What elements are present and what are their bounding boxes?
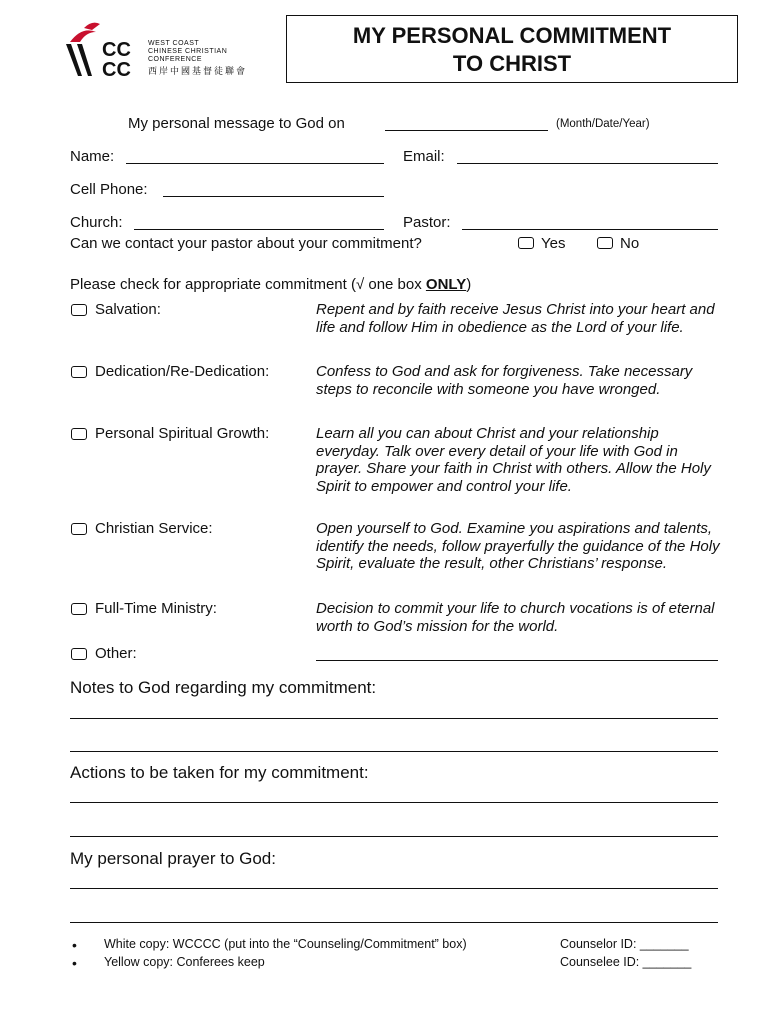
church-field[interactable] (134, 229, 384, 230)
message-label: My personal message to God on (128, 115, 345, 132)
actions-line[interactable] (70, 802, 718, 803)
logo-mark-icon (62, 18, 144, 78)
prayer-line[interactable] (70, 888, 718, 889)
email-label: Email: (403, 148, 445, 165)
yellow-copy-note: Yellow copy: Conferees keep (104, 955, 265, 969)
page-title-line2: TO CHRIST (452, 51, 572, 76)
no-label: No (620, 235, 640, 252)
cell-phone-field[interactable] (163, 196, 384, 197)
email-field[interactable] (457, 163, 718, 164)
logo-org-line: CONFERENCE (148, 56, 203, 63)
full-time-ministry-checkbox[interactable] (71, 603, 87, 615)
pastor-label: Pastor: (403, 214, 451, 231)
commitment-label: Personal Spiritual Growth: (95, 425, 270, 442)
commitment-label: Full-Time Ministry: (95, 600, 217, 617)
yes-label: Yes (541, 235, 566, 252)
actions-line[interactable] (70, 836, 718, 837)
actions-heading: Actions to be taken for my commitment: (70, 763, 369, 782)
commitment-description: Repent and by faith receive Jesus Christ into your heart and life and follow Him in obedience as the Lord of your life. (316, 301, 715, 336)
logo-org-line: WEST COAST (148, 40, 200, 47)
prayer-heading: My personal prayer to God: (70, 849, 276, 868)
title-box (286, 15, 738, 83)
counselee-id-field[interactable]: Counselee ID: _______ (560, 955, 692, 969)
name-label: Name: (70, 148, 115, 165)
white-copy-note: White copy: WCCCC (put into the “Counseling/Commitment” box) (104, 937, 467, 951)
commitment-label: Other: (95, 645, 137, 662)
bullet-icon: • (72, 955, 77, 971)
instruction-text: Please check for appropriate commitment (√ one box (70, 276, 426, 293)
pastor-field[interactable] (462, 229, 718, 230)
christian-service-checkbox[interactable] (71, 523, 87, 535)
notes-heading: Notes to God regarding my commitment: (70, 678, 377, 697)
bullet-icon: • (72, 937, 77, 953)
commitment-label: Salvation: (95, 301, 161, 318)
commitment-label: Christian Service: (95, 520, 213, 537)
notes-line[interactable] (70, 751, 718, 752)
instruction-close: ) (466, 276, 472, 293)
other-checkbox[interactable] (71, 648, 87, 660)
counselor-id-field[interactable]: Counselor ID: _______ (560, 937, 689, 951)
spiritual-growth-checkbox[interactable] (71, 428, 87, 440)
instruction (70, 276, 471, 293)
date-format-hint: (Month/Date/Year) (556, 118, 650, 130)
dedication-checkbox[interactable] (71, 366, 87, 378)
no-checkbox[interactable] (597, 237, 613, 249)
commitment-description: Learn all you can about Christ and your relationship everyday. Talk over every detail of your life with God in prayer. Share your faith in Christ with others. Allow the Holy Spirit to empower and control your life. (316, 425, 711, 495)
commitment-description: Confess to God and ask for forgiveness. Take necessary steps to reconcile with someone you have wronged. (316, 363, 693, 398)
logo-org-name (148, 40, 247, 77)
commitment-description: Decision to commit your life to church vocations is of eternal worth to God’s mission for the world. (316, 600, 715, 635)
contact-question: Can we contact your pastor about your commitment? (70, 235, 422, 252)
name-field[interactable] (126, 163, 384, 164)
cell-phone-label: Cell Phone: (70, 181, 148, 198)
salvation-checkbox[interactable] (71, 304, 87, 316)
notes-line[interactable] (70, 718, 718, 719)
svg-text:CC: CC (102, 59, 131, 78)
logo-chinese-name: 西岸中國基督徒聯會 (148, 66, 248, 76)
other-field[interactable] (316, 660, 718, 661)
prayer-line[interactable] (70, 922, 718, 923)
commitment-label: Dedication/Re-Dedication: (95, 363, 270, 380)
commitment-description: Open yourself to God. Examine you aspirations and talents, identify the needs, follow prayerfully the guidance of the Holy Spirit, evaluate the result, other Christians’ response. (316, 520, 720, 573)
yes-checkbox[interactable] (518, 237, 534, 249)
date-field[interactable] (385, 130, 548, 131)
logo (62, 18, 262, 80)
instruction-emphasis: ONLY (425, 276, 467, 293)
church-label: Church: (70, 214, 123, 231)
svg-text:CC: CC (102, 39, 131, 61)
page-title: MY PERSONAL COMMITMENT (352, 23, 672, 48)
logo-org-line: CHINESE CHRISTIAN (148, 48, 228, 55)
